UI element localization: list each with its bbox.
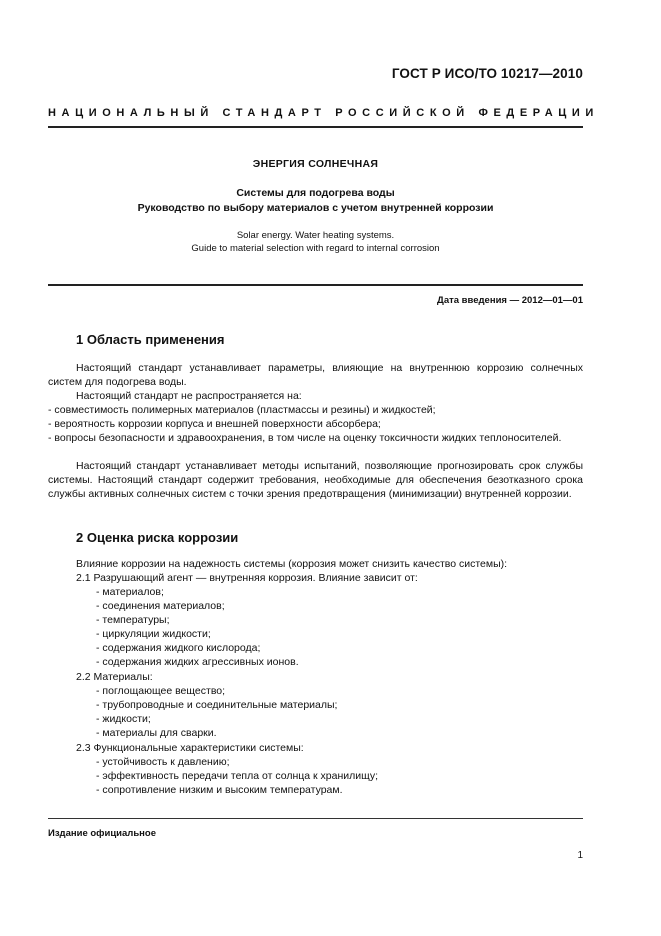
edition-label: Издание официальное (48, 828, 156, 839)
english-title-1: Solar energy. Water heating systems. (236, 230, 395, 241)
subsection-2-2-title: 2.2 Материалы: (76, 671, 153, 683)
list-item: - вероятность коррозии корпуса и внешней поверхности абсорбера; (48, 418, 381, 430)
list-item: - устойчивость к давлению; (96, 756, 230, 768)
document-code: ГОСТ Р ИСО/ТО 10217—2010 (391, 66, 583, 81)
list-item: - жидкости; (96, 713, 151, 725)
footer-divider (48, 818, 583, 819)
subsection-2-1-title: 2.1 Разрушающий агент — внутренняя коррозия. Влияние зависит от: (76, 572, 418, 584)
section-1-heading: 1 Область применения (76, 332, 225, 347)
page-number: 1 (577, 850, 583, 861)
list-item: - материалы для сварки. (96, 727, 217, 739)
list-item: - содержания жидкого кислорода; (96, 642, 261, 654)
document-subtitle-1: Системы для подогрева воды (236, 187, 395, 199)
list-item: - вопросы безопасности и здравоохранения, в том числе на оценку токсичности жидких теплоносителей. (48, 432, 562, 444)
section-1-paragraph-2: Настоящий стандарт не распространяется на: (76, 390, 302, 402)
section-2-intro: Влияние коррозии на надежность системы (коррозия может снизить качество системы): (76, 558, 508, 570)
list-item: - трубопроводные и соединительные материалы; (96, 699, 338, 711)
list-item: - совместимость полимерных материалов (пластмассы и резины) и жидкостей; (48, 404, 436, 416)
english-title-2: Guide to material selection with regard to internal corrosion (191, 243, 440, 254)
section-2-heading: 2 Оценка риска коррозии (76, 530, 239, 545)
list-item: - сопротивление низким и высоким температурам. (96, 784, 343, 796)
national-standard-banner: НАЦИОНАЛЬНЫЙ СТАНДАРТ РОССИЙСКОЙ ФЕДЕРАЦИИ (48, 107, 599, 119)
list-item: - содержания жидких агрессивных ионов. (96, 656, 299, 668)
list-item: - материалов; (96, 586, 164, 598)
list-item: - соединения материалов; (96, 600, 225, 612)
list-item: - поглощающее вещество; (96, 685, 226, 697)
header-divider (48, 126, 583, 128)
effective-date: Дата введения — 2012—01—01 (437, 295, 583, 306)
list-item: - температуры; (96, 614, 170, 626)
document-title: ЭНЕРГИЯ СОЛНЕЧНАЯ (252, 158, 379, 170)
section-1-paragraph-3: Настоящий стандарт устанавливает методы испытаний, позволяющие прогнозировать срок службы системы. Настоящий стандарт содержит требования, необходимые для обеспечения безотказного срока службы активных солнечных систем с точки зрения предотвращения (минимизации) внутренней коррозии. (48, 460, 583, 501)
list-item: - эффективность передачи тепла от солнца к хранилищу; (96, 770, 379, 782)
document-subtitle-2: Руководство по выбору материалов с учетом внутренней коррозии (137, 202, 494, 214)
section-1-paragraph-1: Настоящий стандарт устанавливает параметры, влияющие на внутреннюю коррозию солнечных систем для подогрева воды. (48, 362, 583, 389)
list-item: - циркуляции жидкости; (96, 628, 211, 640)
title-divider (48, 284, 583, 286)
subsection-2-3-title: 2.3 Функциональные характеристики системы: (76, 742, 304, 754)
